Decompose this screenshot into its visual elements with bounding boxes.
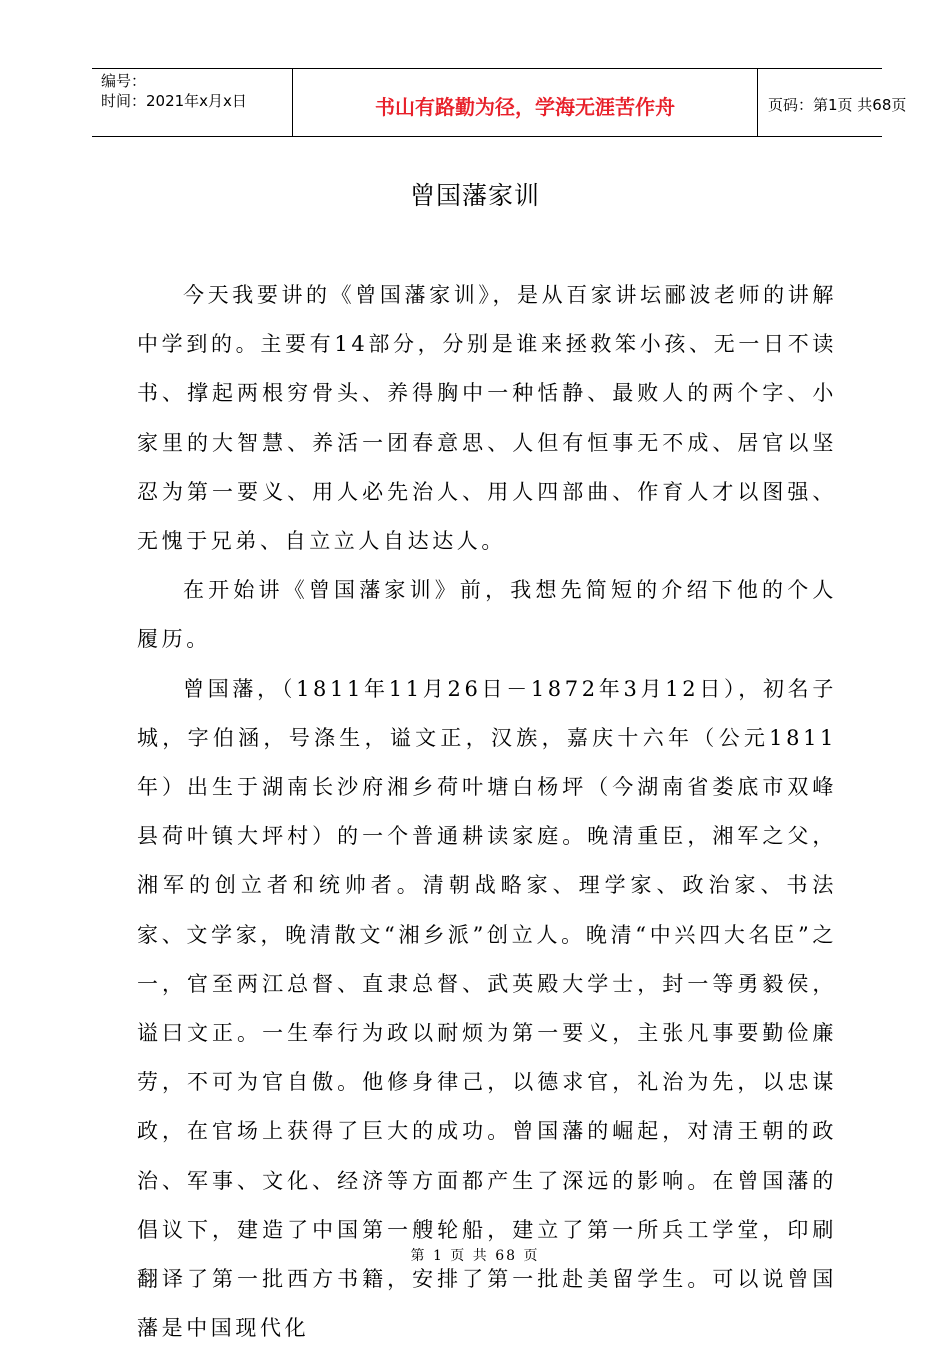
motto: 书山有路勤为径，学海无涯苦作舟 <box>375 95 675 119</box>
header-meta <box>92 69 292 136</box>
paragraph: 曾国藩，（1811年11月26日－1872年3月12日），初名子城，字伯涵，号涤生，谥文正，汉族，嘉庆十六年（公元1811年）出生于湖南长沙府湘乡荷叶塘白杨坪（今湖南省娄底市双峰县荷叶镇大坪村）的一个普通耕读家庭。晚清重臣，湘军之父，湘军的创立者和统帅者。清朝战略家、理学家、政治家、书法家、文学家，晚清散文“湘乡派”创立人。晚清“中兴四大名臣”之一，官至两江总督、直隶总督、武英殿大学士，封一等勇毅侯，谥曰文正。一生奉行为政以耐烦为第一要义，主张凡事要勤俭廉劳，不可为官自傲。他修身律己，以德求官，礼治为先，以忠谋政，在官场上获得了巨大的成功。曾国藩的崛起，对清王朝的政治、军事、文化、经济等方面都产生了深远的影响。在曾国藩的倡议下，建造了中国第一艘轮船，建立了第一所兵工学堂，印刷翻译了第一批西方书籍，安排了第一批赴美留学生。可以说曾国藩是中国现代化 <box>137 676 837 1341</box>
header-page-cell <box>758 69 907 136</box>
paragraph: 今天我要讲的《曾国藩家训》，是从百家讲坛郦波老师的讲解中学到的。主要有14部分，分别是谁来拯救笨小孩、无一日不读书、撑起两根穷骨头、养得胸中一种恬静、最败人的两个字、小家里的大智慧、养活一团春意思、人但有恒事无不成、居官以坚忍为第一要义、用人必先治人、用人四部曲、作育人才以图强、无愧于兄弟、自立立人自达达人。 <box>137 283 837 554</box>
header-motto-cell <box>292 69 758 136</box>
paragraph: 在开始讲《曾国藩家训》前，我想先简短的介绍下他的个人履历。 <box>137 578 837 652</box>
page-footer: 第 1 页 共 68 页 <box>410 1248 540 1264</box>
page-header <box>92 68 907 137</box>
page-code: 页码：第1页 共68页 <box>768 96 907 114</box>
time-label: 时间：2021年x月x日 <box>101 92 247 110</box>
document-body <box>137 271 837 1353</box>
document-title: 曾国藩家训 <box>409 181 540 210</box>
number-label: 编号： <box>101 72 147 90</box>
